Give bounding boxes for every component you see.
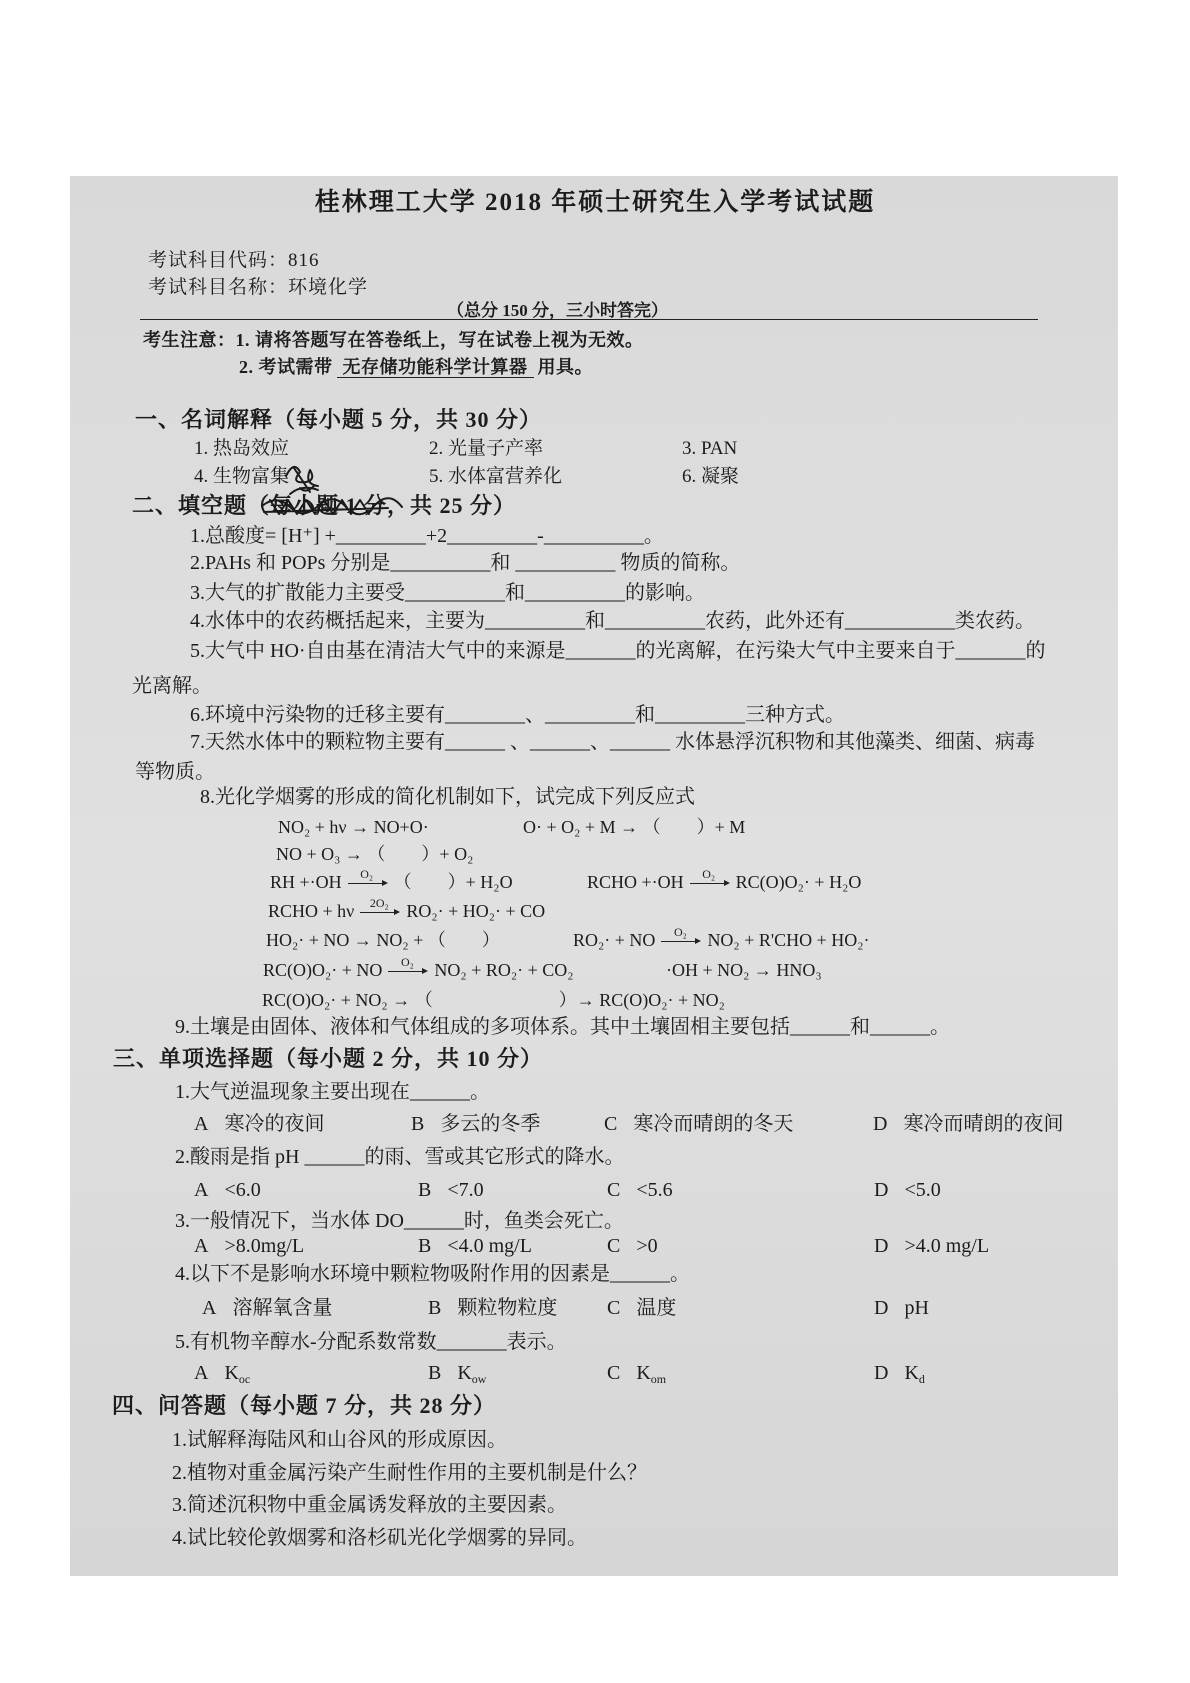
term-item: 5. 水体富营养化 xyxy=(429,466,563,487)
subject-name: 考试科目名称：环境化学 xyxy=(148,277,369,298)
reaction: O· + O₂ + M → （ ）+ M xyxy=(523,817,746,837)
choice-option xyxy=(607,1233,658,1259)
option-subscript: ow xyxy=(471,1372,487,1386)
reaction-arrow xyxy=(348,867,386,884)
option-letter: D xyxy=(874,1235,889,1257)
section2-heading xyxy=(132,492,516,520)
reaction-reactants: RH +·OH xyxy=(270,872,342,892)
option-letter: A xyxy=(194,1235,209,1257)
reaction: ·OH + NO₂ → HNO₃ xyxy=(666,960,822,980)
option-text: 寒冷而晴朗的冬天 xyxy=(633,1113,794,1135)
option-text: K xyxy=(904,1362,919,1384)
option-letter: B xyxy=(418,1235,432,1257)
reaction-arrow xyxy=(388,955,426,972)
choice-option xyxy=(873,1111,1063,1137)
reaction: HO₂· + NO → NO₂ + （ ） xyxy=(266,930,500,950)
option-text: 温度 xyxy=(636,1297,677,1319)
choice-option xyxy=(874,1295,929,1321)
option-text: >0 xyxy=(636,1235,658,1257)
option-text: 寒冷而晴朗的夜间 xyxy=(903,1113,1064,1135)
essay-question: 2.植物对重金属污染产生耐性作用的主要机制是什么？ xyxy=(172,1462,647,1484)
term-item: 1. 热岛效应 xyxy=(194,438,290,459)
option-text: pH xyxy=(904,1297,929,1319)
section1-heading: 一、名词解释（每小题 5 分，共 30 分） xyxy=(135,407,543,432)
option-letter: D xyxy=(874,1362,889,1384)
fill-question: 9.土壤是由固体、液体和气体组成的多项体系。其中土壤固相主要包括______和______。 xyxy=(175,1016,950,1038)
fill-question: 2.PAHs 和 POPs 分别是__________和 __________ 物质的简称。 xyxy=(190,552,741,574)
notice-line-2 xyxy=(239,354,593,380)
choice-option xyxy=(604,1111,793,1137)
choice-option xyxy=(411,1111,540,1137)
option-text: 寒冷的夜间 xyxy=(224,1113,325,1135)
option-letter: B xyxy=(428,1362,442,1384)
option-subscript: oc xyxy=(238,1372,251,1386)
option-letter: C xyxy=(607,1297,621,1319)
option-text: <7.0 xyxy=(447,1179,484,1201)
arrow-condition-label: O₂ xyxy=(674,925,687,940)
header-divider xyxy=(140,319,1038,320)
option-letter: D xyxy=(874,1297,889,1319)
option-letter: A xyxy=(194,1113,209,1135)
choice-option xyxy=(194,1111,324,1137)
reaction xyxy=(573,927,870,953)
choice-option xyxy=(874,1177,941,1203)
choice-option xyxy=(194,1360,250,1392)
fill-question: 6.环境中污染物的迁移主要有________、_________和_________三种方式。 xyxy=(190,704,845,726)
reaction-reactants: RC(O)O₂· + NO xyxy=(263,960,383,980)
option-letter: B xyxy=(418,1179,432,1201)
term-item: 4. 生物富集 xyxy=(194,466,290,487)
fill-question-continuation: 等物质。 xyxy=(135,761,215,783)
option-letter: B xyxy=(411,1113,425,1135)
notice-item-2-pre: 2. 考试需带 xyxy=(239,357,333,377)
choice-option xyxy=(874,1233,989,1259)
option-text: >8.0mg/L xyxy=(224,1235,305,1257)
reaction-arrow xyxy=(690,867,728,884)
choice-option xyxy=(194,1233,304,1259)
choice-option xyxy=(428,1360,486,1392)
option-letter: C xyxy=(607,1179,621,1201)
section2-heading-struck: 每小题 1 分 xyxy=(270,493,388,518)
option-text: 颗粒物粒度 xyxy=(457,1297,558,1319)
option-letter: D xyxy=(873,1113,888,1135)
option-subscript: om xyxy=(650,1372,667,1386)
option-letter: A xyxy=(202,1297,217,1319)
reaction: NO + O₃ → （ ）+ O₂ xyxy=(276,844,474,864)
term-item: 6. 凝聚 xyxy=(682,466,740,487)
fill-question: 8.光化学烟雾的形成的简化机制如下，试完成下列反应式 xyxy=(200,786,695,808)
option-text: <4.0 mg/L xyxy=(447,1235,532,1257)
choice-question-stem: 5.有机物辛醇水-分配系数常数_______表示。 xyxy=(175,1331,567,1353)
reaction xyxy=(268,898,545,924)
arrow-condition-label: O₂ xyxy=(400,955,414,970)
section2-heading-pre: 二、填空题（ xyxy=(132,493,271,518)
choice-question-stem: 2.酸雨是指 pH ______的雨、雪或其它形式的降水。 xyxy=(175,1146,625,1168)
arrow-condition-label: O₂ xyxy=(702,867,716,882)
option-letter: D xyxy=(874,1179,889,1201)
choice-option xyxy=(607,1177,673,1203)
notice-item-1: 1. 请将答题写在答卷纸上，写在试卷上视为无效。 xyxy=(235,330,644,350)
option-text: >4.0 mg/L xyxy=(904,1235,990,1257)
option-text: K xyxy=(457,1362,472,1384)
option-letter: A xyxy=(194,1362,209,1384)
reaction-reactants: RCHO + hν xyxy=(268,901,355,921)
option-text: K xyxy=(224,1362,239,1384)
reaction xyxy=(263,957,574,983)
reaction: RC(O)O₂· + NO₂ → （ ）→ RC(O)O₂· + NO₂ xyxy=(262,990,725,1010)
fill-question: 7.天然水体中的颗粒物主要有______ 、______、______ 水体悬浮沉积物和其他藻类、细菌、病毒 xyxy=(190,731,1035,753)
fill-question: 3.大气的扩散能力主要受__________和__________的影响。 xyxy=(190,582,705,604)
fill-question: 4.水体中的农药概括起来，主要为__________和__________农药，此外还有___________类农药。 xyxy=(190,610,1035,632)
notice-line-1 xyxy=(143,327,644,353)
exam-title: 桂林理工大学 2018 年硕士研究生入学考试试题 xyxy=(314,189,876,216)
choice-question-stem: 1.大气逆温现象主要出现在______。 xyxy=(175,1081,490,1103)
arrow-condition-label: 2O₂ xyxy=(369,896,389,911)
section3-heading: 三、单项选择题（每小题 2 分，共 10 分） xyxy=(113,1046,544,1071)
choice-option xyxy=(428,1295,557,1321)
option-text: 溶解氧含量 xyxy=(232,1297,333,1319)
calculator-requirement: 无存储功能科学计算器 xyxy=(337,357,534,378)
reaction-products: NO₂ + RO₂· + CO₂ xyxy=(434,960,574,980)
option-letter: C xyxy=(607,1235,621,1257)
choice-question-stem: 4.以下不是影响水环境中颗粒物吸附作用的因素是______。 xyxy=(175,1263,690,1285)
option-letter: B xyxy=(428,1297,442,1319)
reaction-reactants: RO₂· + NO xyxy=(573,930,656,950)
reaction-products: RC(O)O₂· + H₂O xyxy=(735,872,862,892)
option-text: <5.0 xyxy=(904,1179,941,1201)
choice-question-stem: 3.一般情况下，当水体 DO______时，鱼类会死亡。 xyxy=(175,1210,624,1232)
choice-option xyxy=(194,1177,261,1203)
essay-question: 4.试比较伦敦烟雾和洛杉矶光化学烟雾的异同。 xyxy=(172,1527,587,1549)
reaction xyxy=(270,869,513,895)
section2-heading-post: ，共 25 分） xyxy=(387,493,517,518)
option-letter: A xyxy=(194,1179,209,1201)
arrow-condition-label: O₂ xyxy=(360,867,374,882)
notice-item-2-post: 用具。 xyxy=(537,357,593,377)
reaction-products: RO₂· + HO₂· + CO xyxy=(406,901,546,921)
choice-option xyxy=(607,1360,666,1392)
term-item: 3. PAN xyxy=(682,438,738,459)
term-item: 2. 光量子产率 xyxy=(429,438,544,459)
reaction: NO₂ + hν → NO+O· xyxy=(278,817,429,837)
reaction-arrow xyxy=(661,925,699,942)
choice-option xyxy=(418,1177,484,1203)
choice-option xyxy=(418,1233,532,1259)
reaction-reactants: RCHO +·OH xyxy=(587,872,684,892)
option-text: <6.0 xyxy=(224,1179,261,1201)
option-text: 多云的冬季 xyxy=(440,1113,541,1135)
choice-option xyxy=(202,1295,332,1321)
notice-label: 考生注意： xyxy=(143,330,236,350)
section4-heading: 四、问答题（每小题 7 分，共 28 分） xyxy=(112,1393,497,1418)
option-letter: C xyxy=(607,1362,621,1384)
choice-option xyxy=(874,1360,925,1392)
subject-code: 考试科目代码：816 xyxy=(148,250,320,271)
total-score: （总分 150 分，三小时答完） xyxy=(447,301,668,320)
essay-question: 3.简述沉积物中重金属诱发释放的主要因素。 xyxy=(172,1494,567,1516)
option-subscript: d xyxy=(918,1372,925,1386)
option-text: K xyxy=(636,1362,651,1384)
fill-question: 5.大气中 HO·自由基在清洁大气中的来源是_______的光离解，在污染大气中主要来自于_______的 xyxy=(190,640,1046,662)
option-text: <5.6 xyxy=(636,1179,673,1201)
fill-question: 1.总酸度= [H⁺] +_________+2_________-__________。 xyxy=(190,525,664,547)
fill-question-continuation: 光离解。 xyxy=(132,675,212,697)
choice-option xyxy=(607,1295,676,1321)
reaction-products: （ ）+ H₂O xyxy=(393,872,513,892)
reaction xyxy=(587,869,861,895)
reaction-arrow xyxy=(360,896,398,913)
option-letter: C xyxy=(604,1113,618,1135)
essay-question: 1.试解释海陆风和山谷风的形成原因。 xyxy=(172,1429,507,1451)
reaction-products: NO₂ + R'CHO + HO₂· xyxy=(707,930,870,950)
